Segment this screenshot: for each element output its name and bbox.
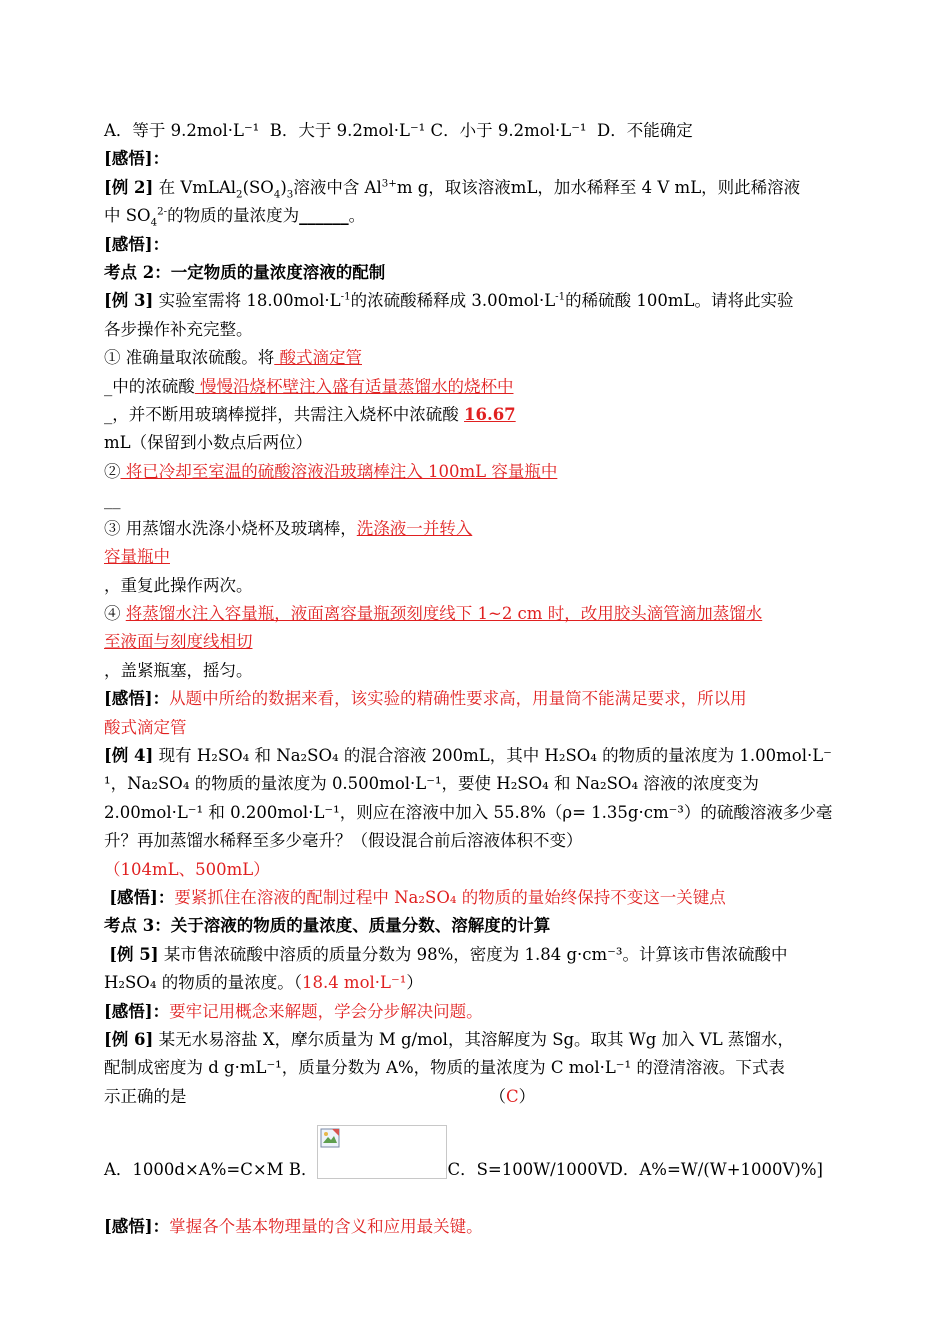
option-a: A．等于 9.2mol·L⁻¹ — [104, 121, 260, 140]
example-5 — [104, 941, 849, 969]
ex4-line-4: 升？再加蒸馏水稀释至多少毫升？（假设混合前后溶液体积不变） — [104, 831, 583, 851]
option-a: A．1000d×A%=C×M — [104, 1160, 284, 1180]
ex2-text: 溶液中含 Al — [293, 177, 382, 197]
ex2-text: ) — [280, 177, 287, 197]
ex3-text: 实验室需将 18.00mol·L — [153, 291, 341, 311]
ex4-insight — [104, 884, 849, 912]
step-1-cont-2 — [104, 401, 849, 429]
ex6-line-3 — [104, 1083, 849, 1111]
ex5-answer: 18.4 mol·L⁻¹ — [301, 973, 407, 993]
answer-text: 将已冷却至室温的硫酸溶液沿玻璃棒注入 100mL 容量瓶中 — [120, 461, 558, 481]
ex6-options — [104, 1125, 849, 1184]
option-d: D．A%=W/(W+1000V)%] — [609, 1160, 823, 1180]
ex2-text: 在 VmLAl — [153, 177, 237, 197]
ex2-text: 的物质的量浓度为 — [167, 206, 300, 226]
step-1 — [104, 344, 849, 372]
example-2-label: [例 2] — [104, 177, 154, 197]
document-page — [104, 117, 849, 1241]
option-b: B． — [288, 1160, 318, 1180]
option-c: C．S=100W/1000V — [447, 1160, 610, 1180]
answer-text: 酸式滴定管 — [274, 348, 362, 368]
step-text: ② — [104, 461, 121, 481]
step-3 — [104, 515, 849, 543]
ex6-answer: C — [506, 1086, 519, 1106]
example-3-label: [例 3] — [104, 291, 154, 311]
step-4-end: ，盖紧瓶塞，摇匀。 — [104, 660, 253, 680]
ex6-line-2: 配制成密度为 d g·mL⁻¹，质量分数为 A%，物质的量浓度为 C mol·L⁻¹ 的澄清溶液。下式表 — [104, 1058, 785, 1078]
ex5-text: H₂SO₄ 的物质的量浓度。（ — [104, 973, 302, 993]
ex2-text: 。 — [348, 206, 366, 226]
insight-text: 酸式滴定管 — [104, 717, 187, 737]
option-b: B．大于 9.2mol·L⁻¹ — [269, 121, 426, 140]
insight-text: 要牢记用概念来解题，学会分步解决问题。 — [169, 1001, 483, 1021]
ex2-text: (SO — [242, 177, 274, 197]
ex4-answer: （104mL、500mL） — [104, 859, 270, 879]
example-6 — [104, 1026, 849, 1054]
insight-label: [感悟]： — [109, 887, 175, 907]
example-4 — [104, 742, 849, 770]
insight-label: [感悟]： — [104, 1001, 170, 1021]
ex6-text: （ — [489, 1086, 506, 1106]
insight-text: 要紧抓住在溶液的配制过程中 Na₂SO₄ 的物质的量始终保持不变这一关键点 — [174, 887, 726, 907]
answer-text: 至液面与刻度线相切 — [104, 632, 253, 652]
step-3-end: ，重复此操作两次。 — [104, 575, 253, 595]
ex4-line-2: ¹，Na₂SO₄ 的物质的量浓度为 0.500mol·L⁻¹，要使 H₂SO₄ 和 Na₂SO₄ 溶液的浓度变为 — [104, 774, 759, 794]
insight-label: [感悟]： — [104, 149, 170, 169]
ex5-text: 某市售浓硫酸中溶质的质量分数为 98%，密度为 1.84 g·cm⁻³。计算该市售浓硫酸中 — [158, 944, 788, 964]
ex4-line-3: 2.00mol·L⁻¹ 和 0.200mol·L⁻¹，则应在溶液中加入 55.8%（ρ= 1.35g·cm⁻³）的硫酸溶液多少毫 — [104, 802, 833, 822]
example-2: [例 2] 在 $VmLAl_2(SO_4)_3$溶液中含 $Al^{3+}m$ g，取该溶液mL，加水稀释至 4 V mL，则此稀溶液 — [104, 177, 801, 201]
question-1-options — [104, 117, 849, 145]
ex6-insight — [104, 1213, 849, 1241]
step-2-blank: __ — [104, 490, 121, 510]
option-c: C．小于 9.2mol·L⁻¹ — [430, 121, 587, 140]
ex2-text: 中 SO — [104, 206, 151, 226]
step-1-cont — [104, 373, 849, 401]
example-3: [例 3] 实验室需将 $18.00mol\cdot L^{-1}$的浓硫酸稀释成 $3.00mol\cdot L^{-1}$的稀硫酸 100mL。请将此实验 — [104, 291, 794, 311]
insight-label: [感悟]： — [104, 1217, 170, 1237]
insight-text: 掌握各个基本物理量的含义和应用最关键。 — [169, 1217, 483, 1237]
ex5-line-2 — [104, 969, 849, 997]
step-1-end: mL（保留到小数点后两位） — [104, 433, 313, 453]
answer-blank: ______ — [299, 206, 349, 226]
example-5-label: [例 5] — [109, 944, 159, 964]
example-6-label: [例 6] — [104, 1030, 154, 1049]
answer-text: 将蒸馏水注入容量瓶，液面离容量瓶颈刻度线下 1~2 cm 时，改用胶头滴管滴加蒸馏水 — [125, 603, 763, 623]
step-text: ① 准确量取浓硫酸。将 — [104, 348, 275, 368]
answer-value: 16.67 — [464, 405, 516, 425]
ex6-text: 某无水易溶盐 X，摩尔质量为 M g/mol，其溶解度为 Sg。取其 Wg 加入 VL 蒸馏水， — [153, 1030, 794, 1049]
ex3-text: 的稀硫酸 100mL。请将此实验 — [565, 291, 794, 311]
ex6-text: 示正确的是 — [104, 1086, 187, 1106]
example-4-label: [例 4] — [104, 745, 154, 765]
answer-text: 洗涤液一并转入 — [356, 518, 473, 538]
broken-image-icon — [317, 1125, 447, 1179]
insight-label: [感悟]： — [104, 234, 170, 254]
option-d: D．不能确定 — [597, 121, 693, 140]
step-text: ④ — [104, 603, 126, 623]
example-2-line-2: 中 $SO_4^{2-}$的物质的量浓度为______。 — [104, 206, 366, 229]
ex2-text: m g，取该溶液mL，加水稀释至 4 V mL，则此稀溶液 — [396, 177, 801, 197]
step-2 — [104, 458, 849, 486]
ex5-insight — [104, 998, 849, 1026]
ex3-text: 的浓硫酸稀释成 3.00mol·L — [350, 291, 556, 311]
step-4 — [104, 600, 849, 628]
insight-text: 从题中所给的数据来看，该实验的精确性要求高，用量筒不能满足要求，所以用 — [169, 689, 747, 709]
ex3-line-2: 各步操作补充完整。 — [104, 319, 253, 339]
step-text: _中的浓硫酸 — [104, 376, 195, 396]
insight-label: [感悟]： — [104, 689, 170, 709]
step-text: ③ 用蒸馏水洗涤小烧杯及玻璃棒， — [104, 518, 357, 538]
answer-text: 慢慢沿烧杯壁注入盛有适量蒸馏水的烧杯中 — [194, 376, 514, 396]
ex5-text: ） — [406, 973, 423, 993]
answer-text: 容量瓶中 — [104, 547, 170, 567]
step-text: _，并不断用玻璃棒搅拌，共需注入烧杯中浓硫酸 — [104, 405, 464, 425]
ex3-insight — [104, 685, 849, 713]
ex6-text: ） — [518, 1086, 536, 1106]
key-point-3-heading: 考点 3：关于溶液的物质的量浓度、质量分数、溶解度的计算 — [104, 916, 551, 936]
key-point-2-heading: 考点 2：一定物质的量浓度溶液的配制 — [104, 263, 386, 283]
ex4-text: 现有 H₂SO₄ 和 Na₂SO₄ 的混合溶液 200mL，其中 H₂SO₄ 的物质的量浓度为 1.00mol·L⁻ — [153, 745, 832, 765]
